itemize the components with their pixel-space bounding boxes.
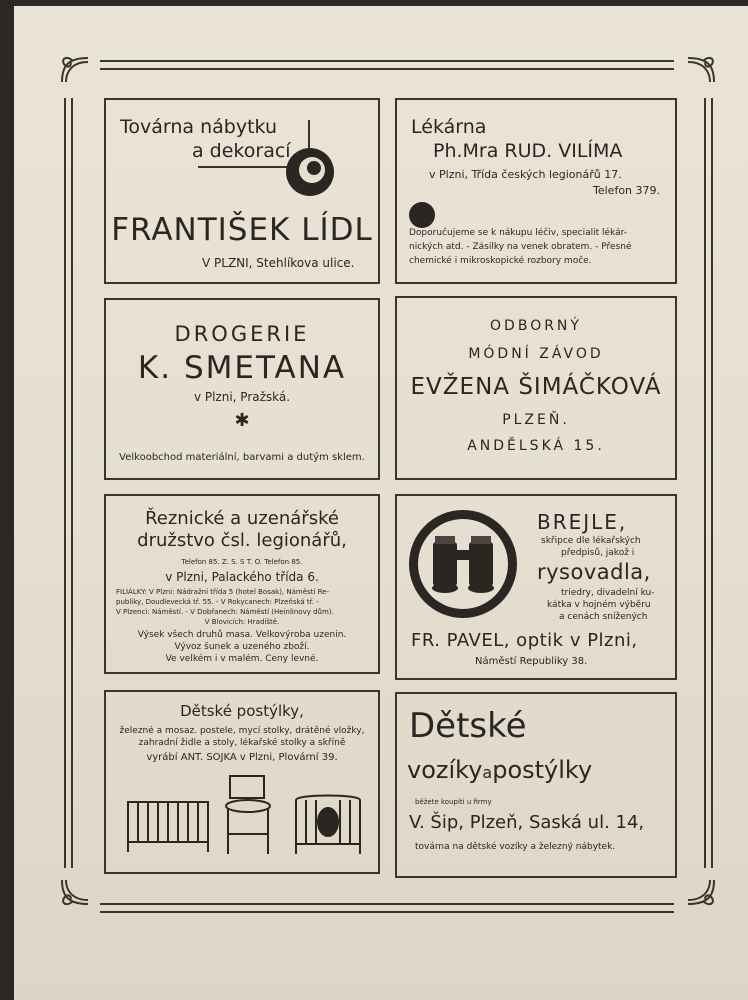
ad-reznici-address: v Plzni, Palackého třída 6. [165,570,319,584]
ad-vilim-desc2: nických atd. - Zásilky na venek obratem. - Přesné [409,242,632,252]
ad-simackova-line1: ODBORNÝ [490,318,582,334]
ad-simackova-line2: MÓDNÍ ZÁVOD [468,346,604,362]
ad-vilim-desc1: Doporučujeme se k nákupu léčiv, specialit lékár- [409,228,628,238]
ad-smetana-desc: Velkoobchod materiální, barvami a dutým sklem. [119,452,365,463]
ad-reznici-branches3: V Plzenci: Náměstí. - V Dobřanech: Náměstí (Heinlinovy dům). [116,608,334,616]
ad-lidl-line2: a dekorací [192,140,291,162]
ad-sojka-desc2: zahradní židle a stoly, lékařské stolky a skříně [138,738,346,748]
ad-pavel-sub4: kátka v hojném výběru [547,600,651,610]
ad-sojka-desc1: železné a mosaz. postele, mycí stolky, drátěné vložky, [119,726,365,736]
spiral-logo-icon [282,144,338,200]
ad-lidl-name: FRANTIŠEK LÍDL [111,212,373,248]
ornament-corner-icon [684,52,718,86]
ad-sip-title2 [407,756,592,784]
ad-lidl-line1: Továrna nábytku [120,116,277,138]
ad-sip-name: V. Šip, Plzeň, Saská ul. 14, [409,812,645,833]
frame-bottom-rule [100,903,674,913]
ad-sip-title2a: vozíky [407,756,483,784]
ad-reznici-desc2: Vývoz šunek a uzeného zboží. [174,642,310,652]
ad-sojka-maker: vyrábí ANT. SOJKA v Plzni, Plovární 39. [146,752,338,763]
ad-vilim-title: Lékárna [411,116,487,138]
ad-sip [395,692,677,878]
ad-lidl [104,98,380,284]
star-ornament-icon: ✱ [234,410,250,431]
ad-sip-title2c: postýlky [492,756,593,784]
ad-vilim-desc3: chemické i mikroskopické rozbory moče. [409,256,592,266]
ad-sip-title2b: a [482,763,493,782]
frame-right-rule [704,98,713,868]
ad-pavel-address: Náměstí Republiky 38. [475,656,588,667]
ornament-corner-icon [58,876,92,910]
ad-reznici-branches1: FILIÁLKY: V Plzni: Nádražní třída 5 (hotel Bosak), Náměstí Re- [116,588,329,596]
ad-pavel-sub1: skřipce dle lékařských [541,536,641,546]
binoculars-icon [405,506,521,622]
ad-vilim-address: v Plzni, Třída českých legionářů 17. [429,168,622,181]
ad-sojka [104,690,380,874]
ad-simackova-name: EVŽENA ŠIMÁČKOVÁ [410,374,662,400]
ad-vilim-owner: Ph.Mra RUD. VILÍMA [433,140,623,162]
ad-smetana-address: v Plzni, Pražská. [193,390,291,404]
ad-reznici-line2: družstvo čsl. legionářů, [137,530,347,551]
ornament-corner-icon [58,52,92,86]
ad-simackova-city: PLZEŇ. [502,412,570,428]
ad-pavel-sub3: triedry, divadelní ku- [561,588,655,598]
ad-reznici-branches2: publiky, Doudlevecká tř. 55. - V Rokycanech: Plzeňská tř. - [116,598,319,606]
ad-sojka-title: Dětské postýlky, [180,702,304,720]
ad-vilim-phone: Telefon 379. [593,184,661,197]
ad-pavel-name: FR. PAVEL, optik v Plzni, [411,630,638,651]
dot-ornament-icon [409,202,435,228]
washstand-icon [220,772,276,858]
ad-pavel-title: BREJLE, [537,510,628,534]
ad-reznici-desc3: Ve velkém i v malém. Ceny levné. [165,654,319,664]
ad-pavel [395,494,677,680]
ad-smetana-title: DROGERIE [174,322,310,346]
crib-icon [124,788,212,856]
ad-lidl-address: V PLZNI, Stehlíkova ulice. [202,256,355,270]
frame-top-rule [100,60,674,70]
ad-reznici-line1: Řeznické a uzenářské [145,508,339,529]
ad-sip-title: Dětské [409,706,527,746]
ad-pavel-sub5: a cenách snížených [559,612,648,622]
ad-reznici-phones: Telefon 85. Z. S. S T. O. Telefon 85. [181,558,303,566]
ornament-corner-icon [684,876,718,910]
ad-reznici [104,494,380,674]
ad-smetana [104,298,380,480]
ad-reznici-branches4: V Blovicích: Hradiště. [204,618,280,626]
ad-sip-foot: továrna na dětské vozíky a železný nábytek. [415,842,616,852]
ad-vilim [395,98,677,284]
ad-pavel-sub2: předpisů, jakož i [561,548,635,558]
frame-left-rule [64,98,73,868]
cradle-icon [290,788,366,856]
ad-reznici-desc1: Výsek všech druhů masa. Velkovýroba uzenin. [137,630,347,640]
ad-simackova [395,296,677,480]
ad-sip-small: běžete koupiti u firmy [415,798,492,806]
ad-pavel-title2: rysovadla, [537,560,651,584]
ad-simackova-street: ANDĚLSKÁ 15. [467,438,605,454]
ad-smetana-name: K. SMETANA [137,350,347,386]
